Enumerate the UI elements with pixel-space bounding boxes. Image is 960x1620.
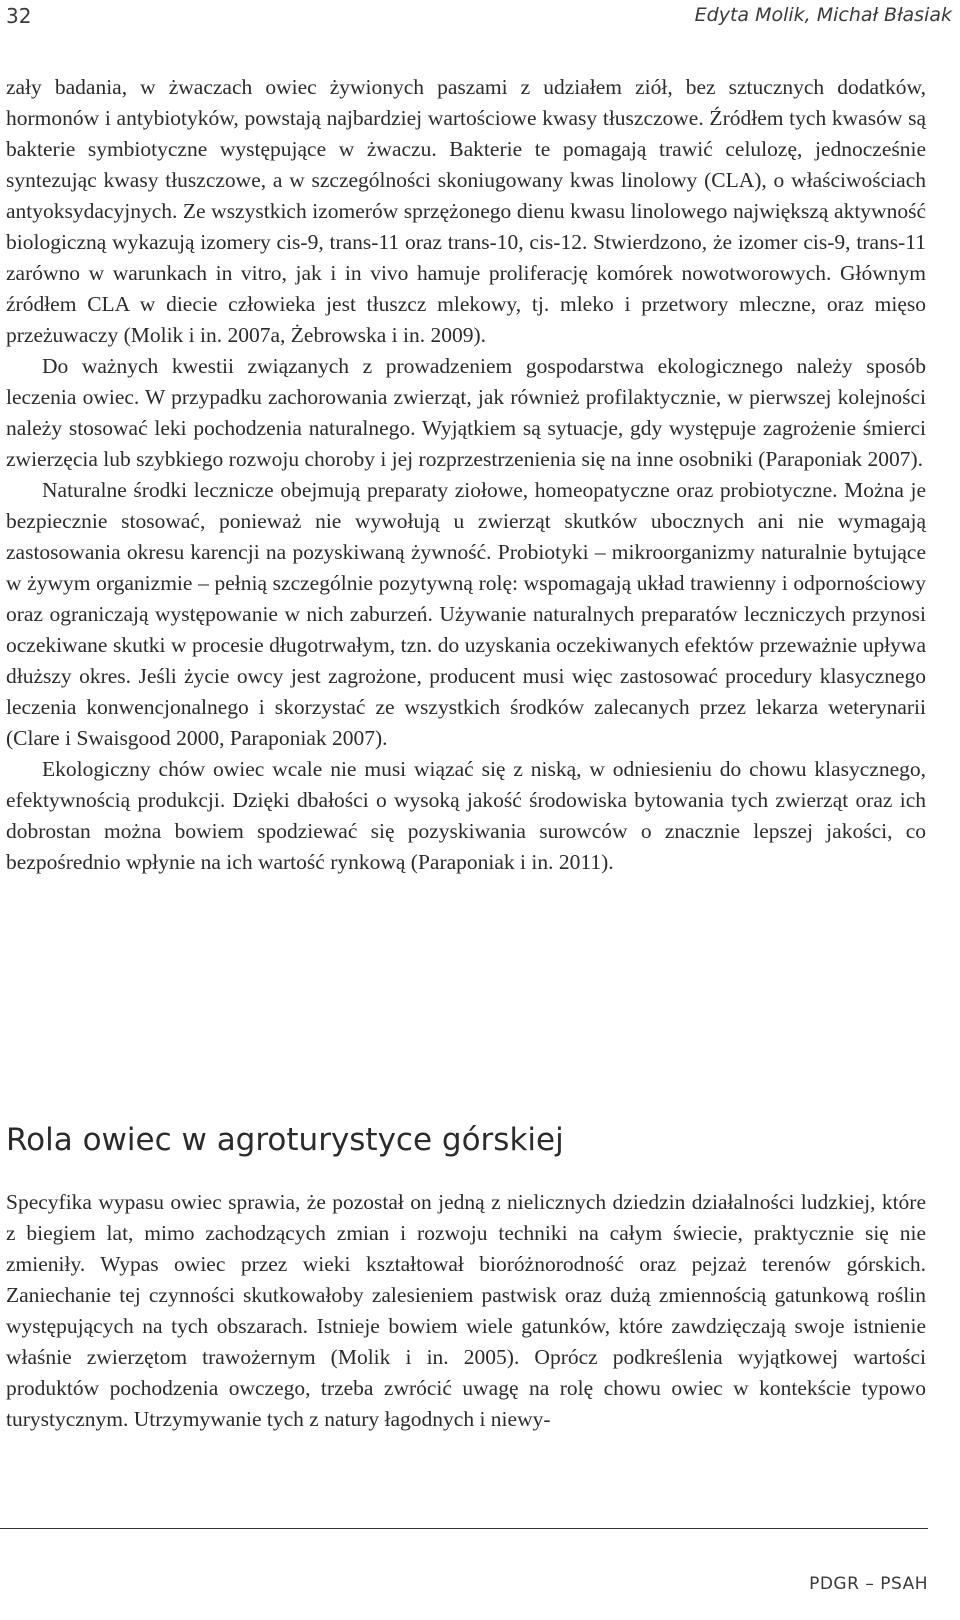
page-number: 32 [6,4,32,28]
section-body [6,1187,926,1435]
paragraph-continued: zały badania, w żwaczach owiec żywionych paszami z udziałem ziół, bez sztucznych dodatków, hormonów i antybiotyków, powstają najbardziej wartościowe kwasy tłuszczowe. Źródłem tych kwasów są bakterie symbiotyczne występujące w żwaczu. Bakterie te pomagają trawić celulozę, jednocześnie syntezując kwasy tłuszczowe, a w szczególności skoniugowany kwas linolowy (CLA), o właściwościach antyoksydacyjnych. Ze wszystkich izomerów sprzężonego dienu kwasu linolowego największą aktywność biologiczną wykazują izomery cis-9, trans-11 oraz trans-10, cis-12. Stwierdzono, że izomer cis-9, trans-11 zarówno w warunkach in vitro, jak i in vivo hamuje proliferację komórek nowotworowych. Głównym źródłem CLA w diecie człowieka jest tłuszcz mlekowy, tj. mleko i przetwory mleczne, oraz mięso przeżuwaczy (Molik i in. 2007a, Żebrowska i in. 2009). [6,75,926,347]
paragraph-natural-remedies: Naturalne środki lecznicze obejmują preparaty ziołowe, homeopatyczne oraz probiotyczne. Można je bezpiecznie stosować, ponieważ nie wywołują u zwierząt skutków ubocznych ani nie wymagają zastosowania okresu karencji na pozyskiwaną żywność. Probiotyki – mikroorganizmy naturalnie bytujące w żywym organizmie – pełnią szczególnie pozytywną rolę: wspomagają układ trawienny i odpornościowy oraz ograniczają występowanie w nich zaburzeń. Używanie naturalnych preparatów leczniczych przynosi oczekiwane skutki w procesie długotrwałym, tzn. do uzyskania oczekiwanych efektów przeważnie upływa dłuższy okres. Jeśli życie owcy jest zagrożone, producent musi więc zastosować procedury klasycznego leczenia konwencjonalnego i skorzystać ze wszystkich środków zalecanych przez lekarza weterynarii (Clare i Swaisgood 2000, Paraponiak 2007). [6,478,926,750]
paragraph-treatment: Do ważnych kwestii związanych z prowadzeniem gospodarstwa ekologicznego należy sposób leczenia owiec. W przypadku zachorowania zwierząt, jak również profilaktycznie, w pierwszej kolejności należy stosować leki pochodzenia naturalnego. Wyjątkiem są sytuacje, gdy występuje zagrożenie śmierci zwierzęcia lub szybkiego rozwoju choroby i jej rozprzestrzenienia się na inne osobniki (Paraponiak 2007). [6,354,926,471]
footer-label: PDGR – PSAH [809,1574,928,1594]
section-heading: Rola owiec w agroturystyce górskiej [6,1122,564,1158]
running-header-authors: Edyta Molik, Michał Błasiak [694,4,952,26]
footer-divider [0,1528,928,1529]
paragraph-ecological-farming: Ekologiczny chów owiec wcale nie musi wiązać się z niską, w odniesieniu do chowu klasycznego, efektywnością produkcji. Dzięki dbałości o wysoką jakość środowiska bytowania tych zwierząt oraz ich dobrostan można bowiem spodziewać się pozyskiwania surowców o znacznie lepszej jakości, co bezpośrednio wpłynie na ich wartość rynkową (Paraponiak i in. 2011). [6,757,926,874]
body-text [6,72,926,878]
paragraph-agrotourism: Specyfika wypasu owiec sprawia, że pozostał on jedną z nielicznych dziedzin działalności ludzkiej, które z biegiem lat, mimo zachodzących zmian i rozwoju techniki na całym świecie, praktycznie się nie zmieniły. Wypas owiec przez wieki kształtował bioróżnorodność oraz pejzaż terenów górskich. Zaniechanie tej czynności skutkowałoby zalesieniem pastwisk oraz dużą zmiennością gatunkową roślin występujących na tych obszarach. Istnieje bowiem wiele gatunków, które zawdzięczają swoje istnienie właśnie zwierzętom trawożernym (Molik i in. 2005). Oprócz podkreślenia wyjątkowej wartości produktów pochodzenia owczego, trzeba zwrócić uwagę na rolę chowu owiec w kontekście typowo turystycznym. Utrzymywanie tych z natury łagodnych i niewy- [6,1190,926,1431]
